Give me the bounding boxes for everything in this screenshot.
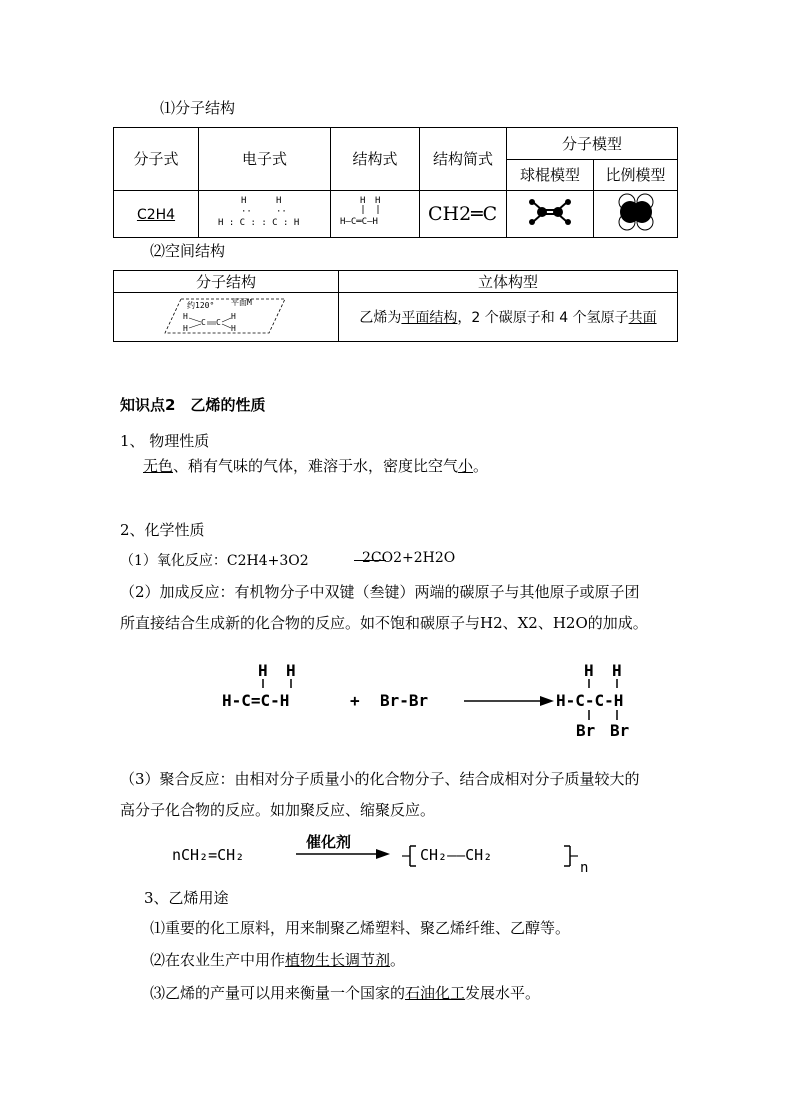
planar-structure-diagram (161, 293, 291, 337)
electron-formula-cell (199, 190, 331, 237)
ball-stick-cell (507, 190, 594, 237)
reaction-arrow-line (354, 560, 386, 561)
space-fill-cell (594, 190, 678, 237)
svg-text:··: ·· (240, 206, 252, 217)
svg-text:Br-Br: Br-Br (380, 691, 429, 710)
svg-text:H: H (286, 661, 296, 680)
col-structure-header: 分子结构 (114, 271, 339, 293)
svg-text:H: H (231, 312, 236, 321)
svg-text:··: ·· (275, 206, 287, 217)
col-geometry-header: 立体构型 (339, 271, 678, 293)
electron-formula-diagram (210, 192, 320, 232)
svg-text:H: H (240, 195, 246, 206)
use-2-a: ⑵在农业生产中用作 (150, 951, 286, 969)
structure-table (113, 127, 678, 238)
use-3-petrochemical: 石油化工 (405, 984, 466, 1002)
use-2-c: 。 (390, 951, 406, 969)
spatial-diagram-cell (114, 293, 339, 342)
svg-text:H-C-C-H: H-C-C-H (556, 691, 624, 710)
svg-text:H: H (183, 312, 188, 321)
geometry-text-a: 乙烯为 (359, 310, 402, 326)
polymer-line-1: （3）聚合反应：由相对分子质量小的化合物分子、结合成相对分子质量较大的 (120, 770, 640, 788)
use-3-c: 发展水平。 (465, 984, 541, 1002)
svg-text:CH₂——CH₂: CH₂——CH₂ (420, 846, 493, 864)
chemical-heading: 2、化学性质 (120, 521, 205, 539)
svg-text:+: + (350, 691, 360, 710)
svg-text:H : C : : C : H: H : C : : C : H (217, 217, 299, 228)
col-ball-stick-header: 球棍模型 (507, 160, 594, 190)
svg-text:H: H (360, 195, 366, 206)
svg-text:H: H (231, 324, 236, 333)
mol-structure-heading: ⑴分子结构 (160, 99, 236, 117)
simplified-formula-cell (420, 190, 507, 237)
physical-heading: 1、 物理性质 (120, 432, 210, 450)
geometry-text-c: ，2 个碳原子和 4 个氢原子 (457, 310, 629, 326)
physical-desc: 、稍有气味的气体，难溶于水，密度比空气 (173, 457, 459, 475)
oxidation-product: 2CO2+2H2O (362, 550, 456, 566)
svg-text:C: C (216, 318, 221, 327)
svg-text:Br: Br (610, 721, 630, 740)
svg-text:H: H (584, 661, 594, 680)
col-electron-header: 电子式 (199, 128, 331, 191)
svg-text:H: H (183, 324, 188, 333)
col-simplified-header: 结构简式 (420, 128, 507, 191)
physical-colorless: 无色 (143, 457, 174, 475)
svg-text:n: n (580, 860, 589, 876)
oxidation-reaction: （1）氧化反应：C2H4+3O2 (120, 553, 309, 569)
spatial-table (113, 270, 678, 342)
angle-label: 约120° (187, 301, 215, 310)
formula-value: C2H4 (136, 206, 176, 223)
structural-formula-cell (331, 190, 420, 237)
polymer-line-2: 高分子化合物的反应。如加聚反应、缩聚反应。 (120, 801, 436, 819)
geometry-text-planar: 平面结构 (401, 310, 458, 326)
space-fill-model-image (606, 192, 666, 232)
catalyst-label: 催化剂 (306, 833, 352, 851)
use-1: ⑴重要的化工原料，用来制聚乙烯塑料、聚乙烯纤维、乙醇等。 (150, 919, 571, 937)
use-3-a: ⑶乙烯的产量可以用来衡量一个国家的 (150, 984, 406, 1002)
col-formula-header: 分子式 (114, 128, 199, 191)
svg-text:H-C=C-H: H-C=C-H (222, 691, 290, 710)
svg-text:nCH₂=CH₂: nCH₂=CH₂ (172, 846, 245, 864)
svg-text:Br: Br (576, 721, 596, 740)
svg-text:H: H (612, 661, 622, 680)
simplified-formula-value: CH2═C (428, 202, 498, 225)
plane-label: 平面M (231, 298, 252, 307)
spatial-heading: ⑵空间结构 (150, 242, 226, 260)
use-3 (150, 982, 540, 1003)
physical-density-small: 小 (458, 457, 474, 475)
col-model-header: 分子模型 (507, 128, 678, 160)
ball-stick-model-image (520, 194, 580, 230)
use-2-plant-regulator: 植物生长调节剂 (285, 951, 391, 969)
addition-line-1: （2）加成反应：有机物分子中双键（叁键）两端的碳原子与其他原子或原子团 (120, 583, 640, 601)
uses-heading: 3、乙烯用途 (144, 889, 229, 907)
geometry-text-coplanar: 共面 (628, 310, 657, 326)
addition-line-2: 所直接结合生成新的化合物的反应。如不饱和碳原子与H2、X2、H2O的加成。 (120, 614, 648, 632)
structural-formula-diagram (335, 192, 415, 232)
svg-text:H—C═C—H: H—C═C—H (340, 216, 378, 227)
geometry-description-cell (339, 293, 678, 342)
col-space-fill-header: 比例模型 (594, 160, 678, 190)
section2-title: 知识点2 乙烯的性质 (120, 396, 266, 414)
physical-properties (143, 455, 488, 476)
svg-text:C: C (201, 318, 206, 327)
oxidation-product-area (354, 550, 456, 570)
col-structural-header: 结构式 (331, 128, 420, 191)
formula-cell (114, 190, 199, 237)
svg-text:H: H (275, 195, 281, 206)
addition-reaction-diagram (218, 660, 668, 740)
polymerization-diagram (170, 832, 610, 878)
physical-end: 。 (473, 457, 489, 475)
svg-text:H: H (258, 661, 268, 680)
svg-text:H: H (375, 195, 381, 206)
use-2 (150, 949, 405, 970)
